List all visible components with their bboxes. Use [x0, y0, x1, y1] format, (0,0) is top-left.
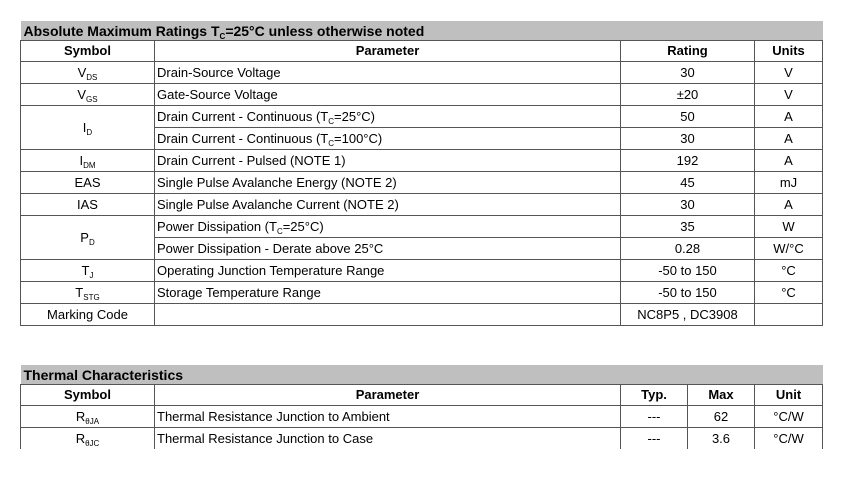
- rating-cell: 35: [621, 216, 755, 238]
- header-parameter: Parameter: [155, 385, 621, 406]
- table-row: [21, 84, 823, 106]
- rating-cell: 192: [621, 150, 755, 172]
- table-header-row: [21, 41, 823, 62]
- parameter-cell: Single Pulse Avalanche Energy (NOTE 2): [155, 172, 621, 194]
- parameter-cell: Operating Junction Temperature Range: [155, 260, 621, 282]
- rating-cell: 30: [621, 194, 755, 216]
- table-row: [21, 428, 823, 450]
- unit-cell: V: [755, 84, 823, 106]
- symbol-cell: $T_J$: [21, 260, 155, 282]
- header-unit: Unit: [755, 385, 823, 406]
- unit-cell: W: [755, 216, 823, 238]
- unit-cell: °C/W: [755, 428, 823, 450]
- symbol-cell: EAS: [21, 172, 155, 194]
- absolute-max-ratings-table: [20, 21, 823, 326]
- unit-cell: W/°C: [755, 238, 823, 260]
- parameter-cell: Drain-Source Voltage: [155, 62, 621, 84]
- symbol-cell: $I_D$: [21, 106, 155, 150]
- parameter-cell: Gate-Source Voltage: [155, 84, 621, 106]
- table-header-row: [21, 385, 823, 406]
- unit-cell: A: [755, 194, 823, 216]
- parameter-cell: Drain Current - Continuous $(T_C=25^\circ C)$: [155, 106, 621, 128]
- parameter-cell: Thermal Resistance Junction to Ambient: [155, 406, 621, 428]
- symbol-cell: $T_{STG}$: [21, 282, 155, 304]
- absolute-max-ratings-title: Absolute Maximum Ratings $T_C=25^\circ C$ unless otherwise noted: [21, 21, 823, 41]
- header-symbol: Symbol: [21, 385, 155, 406]
- rating-cell: 30: [621, 62, 755, 84]
- rating-cell: NC8P5 , DC3908: [621, 304, 755, 326]
- unit-cell: °C/W: [755, 406, 823, 428]
- table-row: [21, 172, 823, 194]
- unit-cell: mJ: [755, 172, 823, 194]
- parameter-cell: Drain Current - Continuous $(T_C=100^\circ C)$: [155, 128, 621, 150]
- unit-cell: [755, 304, 823, 326]
- thermal-characteristics-table: [20, 365, 823, 449]
- table-row: [21, 260, 823, 282]
- unit-cell: A: [755, 106, 823, 128]
- header-parameter: Parameter: [155, 41, 621, 62]
- rating-cell: 45: [621, 172, 755, 194]
- parameter-cell: Power Dissipation - Derate above 25°C: [155, 238, 621, 260]
- symbol-cell: $V_{GS}$: [21, 84, 155, 106]
- unit-cell: °C: [755, 260, 823, 282]
- rating-cell: 50: [621, 106, 755, 128]
- typ-cell: ---: [621, 406, 688, 428]
- table-row: [21, 304, 823, 326]
- header-units: Units: [755, 41, 823, 62]
- unit-cell: A: [755, 150, 823, 172]
- table-row: [21, 216, 823, 238]
- rating-cell: 30: [621, 128, 755, 150]
- parameter-cell: Thermal Resistance Junction to Case: [155, 428, 621, 450]
- symbol-cell: $R_{\theta JA}$: [21, 406, 155, 428]
- table-row: [21, 282, 823, 304]
- parameter-cell: Single Pulse Avalanche Current (NOTE 2): [155, 194, 621, 216]
- max-cell: 62: [688, 406, 755, 428]
- symbol-cell: $R_{\theta JC}$: [21, 428, 155, 450]
- header-typ: Typ.: [621, 385, 688, 406]
- symbol-cell: $V_{DS}$: [21, 62, 155, 84]
- symbol-cell: $I_{DM}$: [21, 150, 155, 172]
- table-row: [21, 106, 823, 128]
- parameter-cell: Storage Temperature Range: [155, 282, 621, 304]
- table-row: [21, 62, 823, 84]
- rating-cell: ±20: [621, 84, 755, 106]
- rating-cell: -50 to 150: [621, 260, 755, 282]
- thermal-characteristics-title: Thermal Characteristics: [21, 365, 823, 385]
- table-row: [21, 150, 823, 172]
- symbol-cell: $P_D$: [21, 216, 155, 260]
- header-symbol: Symbol: [21, 41, 155, 62]
- header-max: Max: [688, 385, 755, 406]
- header-rating: Rating: [621, 41, 755, 62]
- table-row: [21, 406, 823, 428]
- max-cell: 3.6: [688, 428, 755, 450]
- parameter-cell: Power Dissipation $(T_C=25^\circ C)$: [155, 216, 621, 238]
- unit-cell: A: [755, 128, 823, 150]
- rating-cell: -50 to 150: [621, 282, 755, 304]
- parameter-cell: [155, 304, 621, 326]
- symbol-cell: IAS: [21, 194, 155, 216]
- unit-cell: °C: [755, 282, 823, 304]
- typ-cell: ---: [621, 428, 688, 450]
- unit-cell: V: [755, 62, 823, 84]
- parameter-cell: Drain Current - Pulsed (NOTE 1): [155, 150, 621, 172]
- table-row: [21, 194, 823, 216]
- rating-cell: 0.28: [621, 238, 755, 260]
- symbol-cell: Marking Code: [21, 304, 155, 326]
